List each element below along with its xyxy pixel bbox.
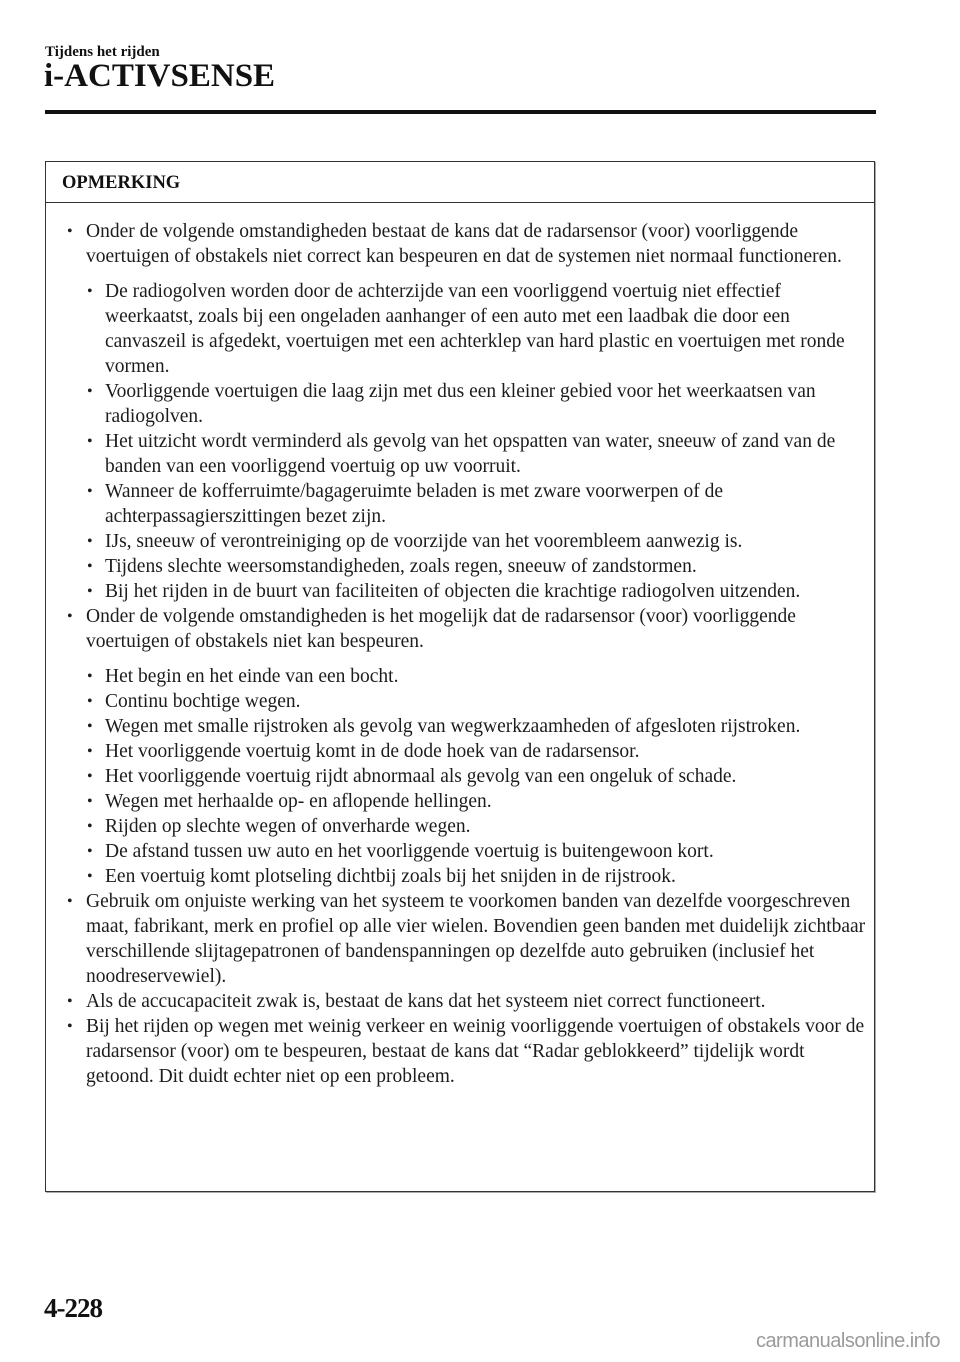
note-subitem-text: Voorliggende voertuigen die laag zijn met dus een kleiner gebied voor het weerkaatsen van radiogolven. [105, 381, 816, 427]
note-subitem [46, 839, 866, 864]
note-subitem [46, 529, 866, 554]
bullet-icon: • [87, 483, 93, 500]
note-subitem-text: Wanneer de kofferruimte/bagageruimte beladen is met zware voorwerpen of de achterpassagierszittingen bezet zijn. [105, 481, 724, 527]
note-subitem [46, 664, 866, 689]
bullet-icon: • [87, 533, 93, 550]
heavy-rule-divider [45, 110, 876, 114]
bullet-icon: • [67, 993, 73, 1010]
note-subitem [46, 689, 866, 714]
note-item [46, 889, 866, 989]
note-item-text: Als de accucapaciteit zwak is, bestaat de kans dat het systeem niet correct functioneert. [86, 991, 766, 1012]
bullet-icon: • [67, 223, 73, 240]
note-subitem [46, 429, 866, 479]
note-subitem [46, 554, 866, 579]
bullet-icon: • [67, 608, 73, 625]
bullet-icon: • [67, 1018, 73, 1035]
note-subitem-text: De afstand tussen uw auto en het voorliggende voertuig is buitengewoon kort. [105, 841, 714, 862]
bullet-icon: • [67, 893, 73, 910]
bullet-icon: • [87, 433, 93, 450]
note-subitem-text: Het voorliggende voertuig rijdt abnormaal als gevolg van een ongeluk of schade. [105, 766, 737, 787]
note-subitem-text: Rijden op slechte wegen of onverharde wegen. [105, 816, 471, 837]
note-subitem-text: Bij het rijden in de buurt van faciliteiten of objecten die krachtige radiogolven uitzenden. [105, 581, 801, 602]
note-item [46, 219, 866, 269]
note-subitem-text: Het uitzicht wordt verminderd als gevolg van het opspatten van water, sneeuw of zand van de banden van een voorliggend voertuig op uw voorruit. [105, 431, 836, 477]
note-subitem-text: IJs, sneeuw of verontreiniging op de voorzijde van het voorembleem aanwezig is. [105, 531, 743, 552]
note-subitem-text: Tijdens slechte weersomstandigheden, zoals regen, sneeuw of zandstormen. [105, 556, 697, 577]
bullet-icon: • [87, 793, 93, 810]
bullet-icon: • [87, 868, 93, 885]
bullet-icon: • [87, 718, 93, 735]
note-subitem-text: Wegen met smalle rijstroken als gevolg van wegwerkzaamheden of afgesloten rijstroken. [105, 716, 801, 737]
note-sublist [46, 664, 874, 889]
bullet-icon: • [87, 818, 93, 835]
page-number: 4-228 [44, 1293, 102, 1323]
note-subitem [46, 764, 866, 789]
note-subitem [46, 379, 866, 429]
bullet-icon: • [87, 668, 93, 685]
section-label: Tijdens het rijden [45, 44, 160, 60]
note-subitem [46, 479, 866, 529]
note-box [45, 161, 875, 1192]
chapter-title: i-ACTIVSENSE [44, 58, 276, 94]
note-item-text: Gebruik om onjuiste werking van het systeem te voorkomen banden van dezelfde voorgeschreven maat, fabrikant, merk en profiel op alle vier wielen. Bovendien geen banden met duidelijk zichtbaar verschillende slijtagepatronen of bandenspanningen op dezelfde auto gebruiken (inclusief het noodreservewiel). [86, 891, 866, 987]
bullet-icon: • [87, 768, 93, 785]
note-body [46, 203, 874, 1089]
bullet-icon: • [87, 283, 93, 300]
bullet-icon: • [87, 383, 93, 400]
note-item-text: Bij het rijden op wegen met weinig verkeer en weinig voorliggende voertuigen of obstakels voor de radarsensor (voor) om te bespeuren, bestaat de kans dat “Radar geblokkeerd” tijdelijk wordt getoond. Dit duidt echter niet op een probleem. [86, 1016, 865, 1087]
note-subitem [46, 714, 866, 739]
note-title: OPMERKING [62, 173, 181, 193]
bullet-icon: • [87, 693, 93, 710]
note-subitem-text: Het voorliggende voertuig komt in de dode hoek van de radarsensor. [105, 741, 640, 762]
note-subitem-text: De radiogolven worden door de achterzijde van een voorliggend voertuig niet effectief weerkaatst, zoals bij een ongeladen aanhanger of een auto met een laadbak die door een canvaszeil is afgedekt, voertuigen met een achterklep van hard plastic en voertuigen met ronde vormen. [105, 281, 845, 377]
note-subitem [46, 864, 866, 889]
bullet-icon: • [87, 583, 93, 600]
note-subitem [46, 579, 866, 604]
watermark: carmanualsonline.info [755, 1330, 940, 1352]
note-subitem [46, 279, 866, 379]
note-subitem [46, 739, 866, 764]
note-item [46, 989, 866, 1014]
note-item-text: Onder de volgende omstandigheden bestaat de kans dat de radarsensor (voor) voorliggende voertuigen of obstakels niet correct kan bespeuren en dat de systemen niet normaal functioneren. [86, 221, 842, 267]
note-subitem-text: Wegen met herhaalde op- en aflopende hellingen. [105, 791, 492, 812]
note-subitem-text: Het begin en het einde van een bocht. [105, 666, 399, 687]
bullet-icon: • [87, 743, 93, 760]
bullet-icon: • [87, 558, 93, 575]
note-item [46, 604, 866, 654]
note-item [46, 1014, 866, 1089]
note-sublist [46, 279, 874, 604]
note-subitem-text: Een voertuig komt plotseling dichtbij zoals bij het snijden in de rijstrook. [105, 866, 676, 887]
note-subitem [46, 789, 866, 814]
note-header [46, 162, 874, 203]
bullet-icon: • [87, 843, 93, 860]
note-item-text: Onder de volgende omstandigheden is het mogelijk dat de radarsensor (voor) voorliggende voertuigen of obstakels niet kan bespeuren. [86, 606, 796, 652]
note-subitem-text: Continu bochtige wegen. [105, 691, 301, 712]
note-subitem [46, 814, 866, 839]
